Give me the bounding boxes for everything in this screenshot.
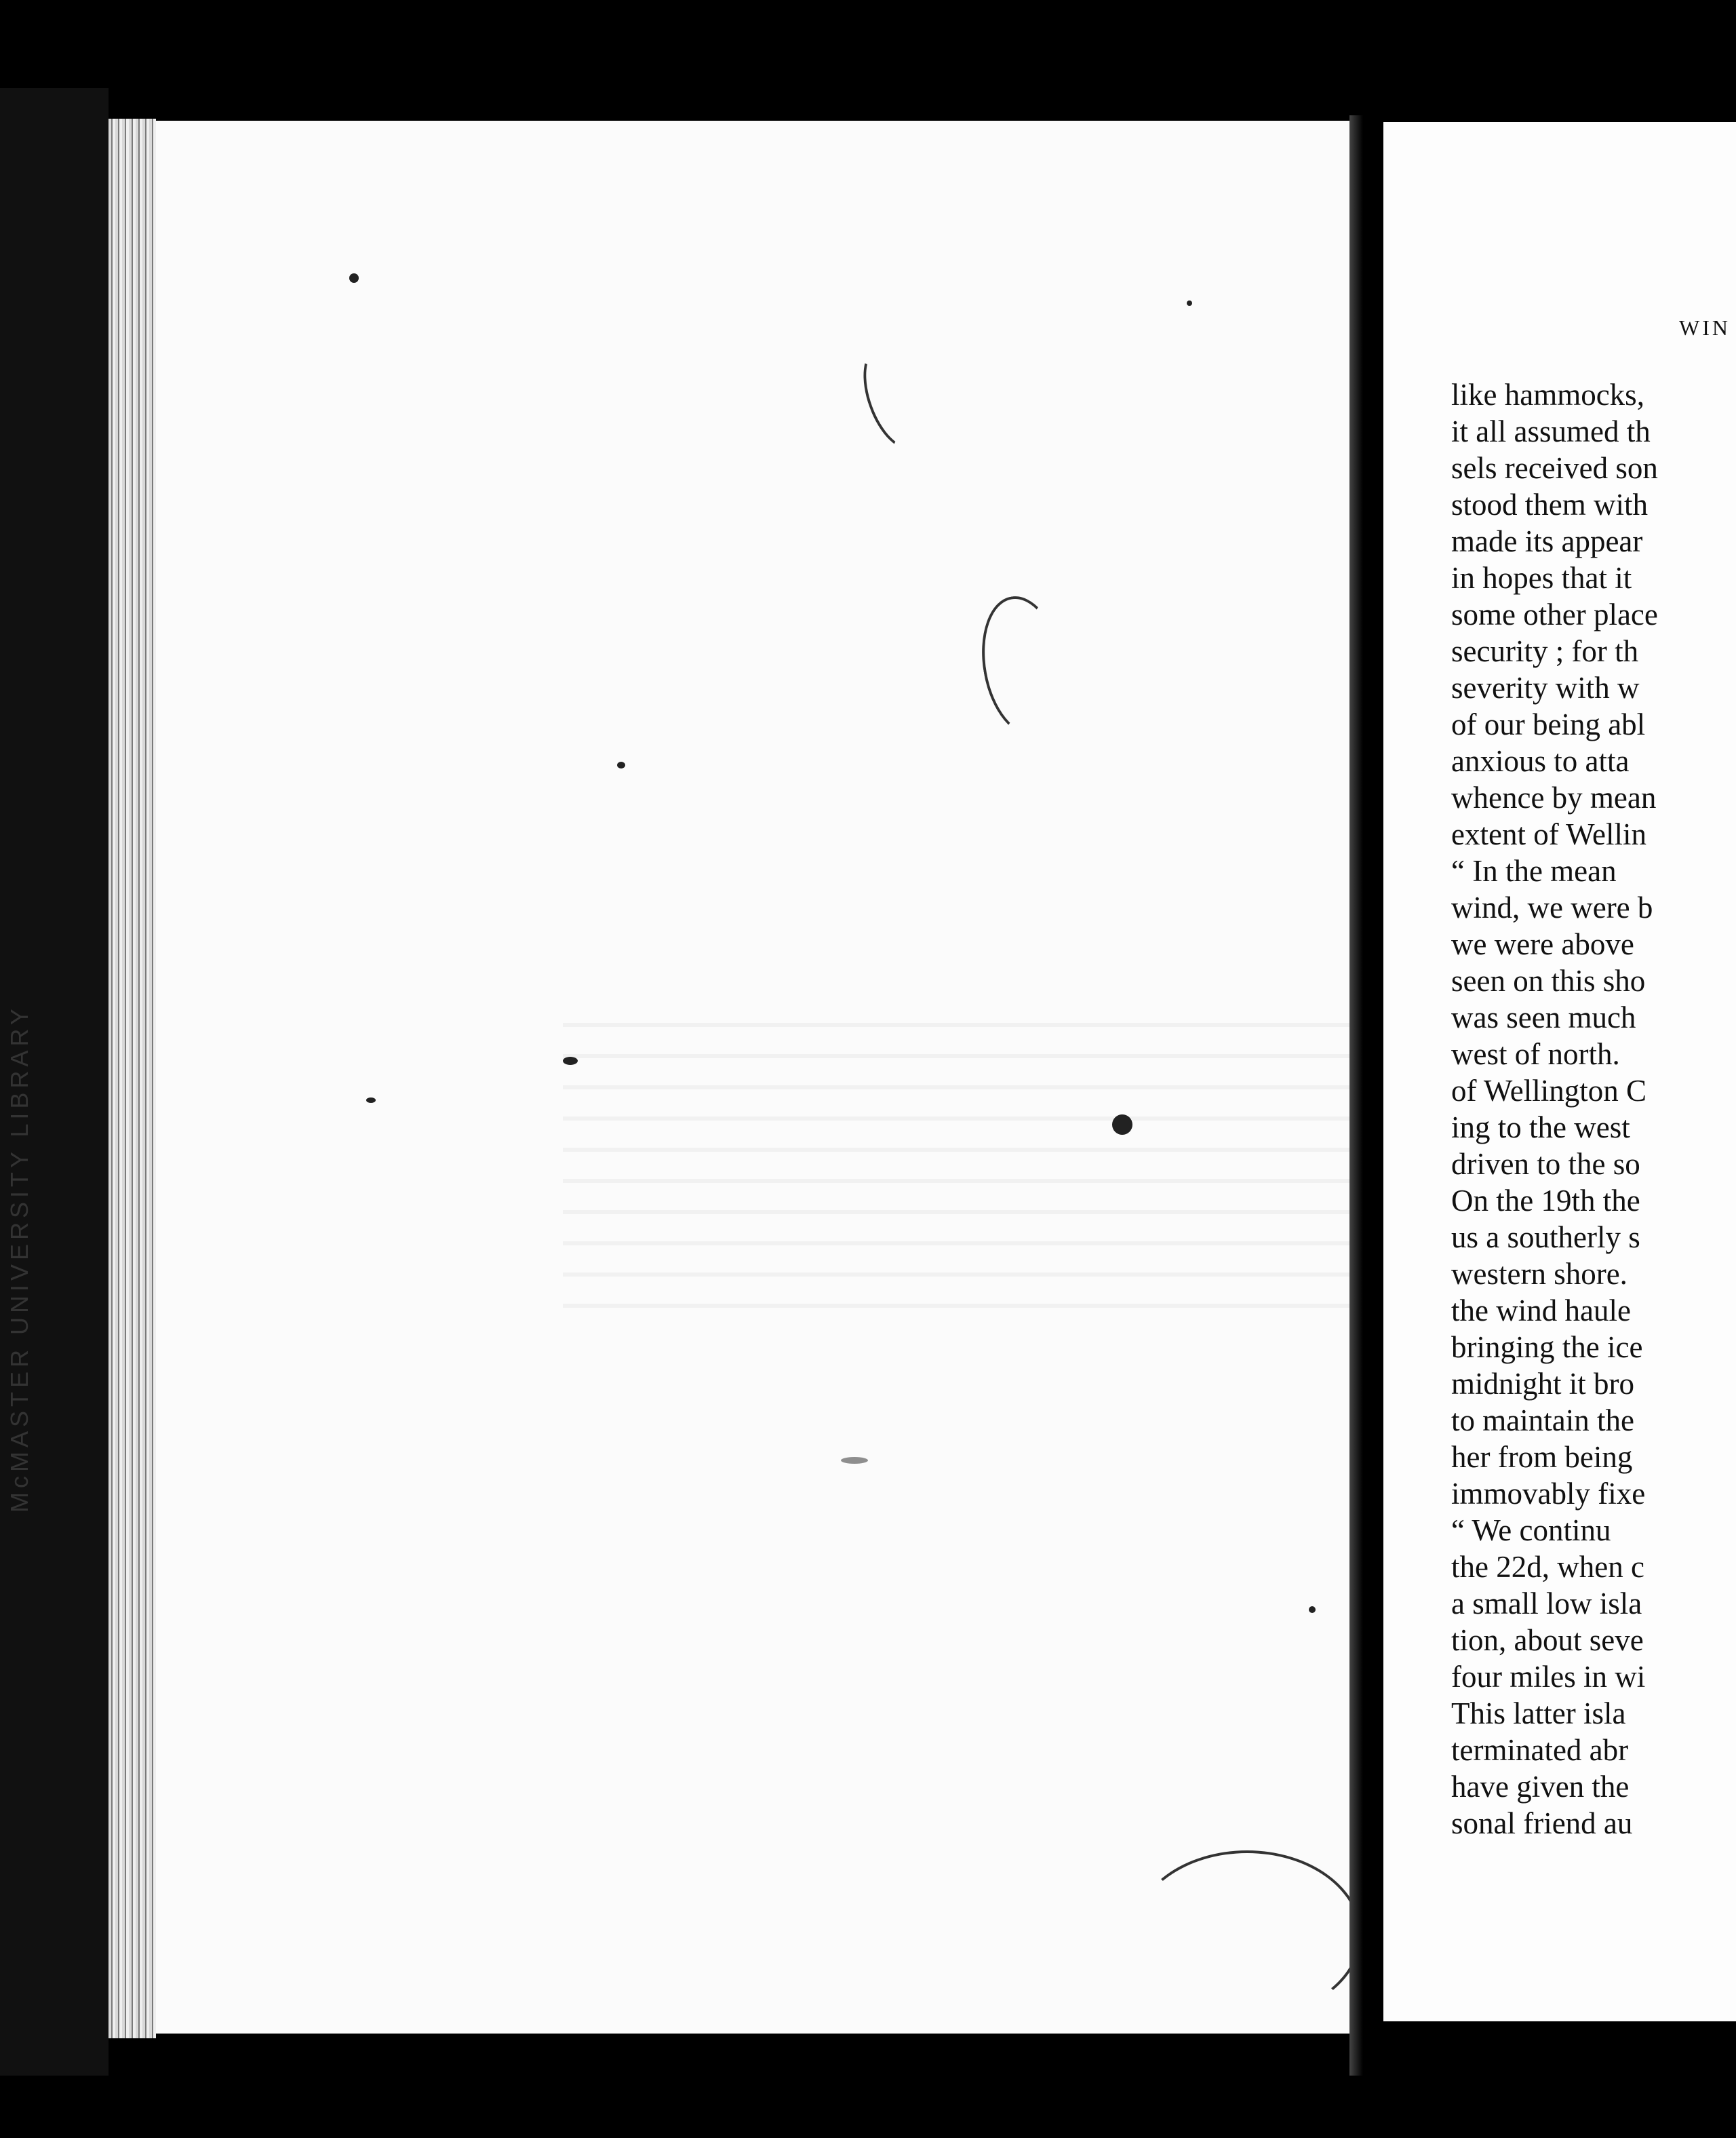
text-line: to maintain the	[1451, 1403, 1634, 1437]
text-line: extent of Wellin	[1451, 817, 1646, 851]
text-line: have given the	[1451, 1770, 1630, 1804]
book-gutter	[1349, 115, 1383, 2082]
speck	[563, 1057, 578, 1065]
book-spine	[0, 88, 108, 2096]
text-line: bringing the ice	[1451, 1330, 1643, 1364]
speck	[617, 762, 625, 769]
text-line: security ; for th	[1451, 634, 1639, 668]
text-line: in hopes that it	[1451, 561, 1632, 595]
right-page-text	[1383, 122, 1736, 2021]
speck	[1187, 300, 1192, 306]
text-line: stood them with	[1451, 488, 1648, 522]
bleed-through	[563, 1023, 1377, 1308]
text-line: On the 19th the	[1451, 1184, 1640, 1218]
text-line: tion, about seve	[1451, 1623, 1644, 1657]
page-edges	[108, 119, 156, 2038]
text-line: of our being abl	[1451, 707, 1646, 741]
text-column	[1451, 376, 1736, 1842]
text-line: This latter isla	[1451, 1696, 1626, 1730]
speck	[1309, 1606, 1316, 1613]
text-line: a small low isla	[1451, 1587, 1642, 1620]
hair-fiber	[1132, 1850, 1362, 2019]
speck	[349, 273, 359, 283]
speck	[366, 1097, 376, 1103]
hair-fiber	[972, 589, 1075, 742]
text-line: her from being	[1451, 1440, 1633, 1474]
text-line: west of north.	[1451, 1037, 1620, 1071]
text-line: four miles in wi	[1451, 1660, 1646, 1694]
text-line: us a southerly s	[1451, 1220, 1640, 1254]
text-line: whence by mean	[1451, 781, 1657, 815]
text-line: it all assumed th	[1451, 414, 1651, 448]
left-page-blank	[156, 121, 1349, 2034]
text-line: anxious to atta	[1451, 744, 1630, 778]
text-line: some other place	[1451, 598, 1658, 631]
text-line: was seen much	[1451, 1000, 1636, 1034]
text-line: like hammocks,	[1451, 378, 1644, 412]
running-header: WIN	[1679, 315, 1731, 340]
text-line: we were above	[1451, 927, 1634, 961]
text-line: midnight it bro	[1451, 1367, 1634, 1401]
text-line: wind, we were b	[1451, 891, 1653, 925]
text-line: the wind haule	[1451, 1294, 1631, 1327]
text-line: immovably fixe	[1451, 1477, 1646, 1511]
top-black-margin	[0, 0, 1736, 88]
text-line: terminated abr	[1451, 1733, 1629, 1767]
library-stamp: McMASTER UNIVERSITY LIBRARY	[5, 1005, 33, 1513]
text-line: sels received son	[1451, 451, 1658, 485]
text-line: the 22d, when c	[1451, 1550, 1644, 1584]
speck	[1112, 1114, 1132, 1135]
speck	[841, 1457, 868, 1464]
text-line: driven to the so	[1451, 1147, 1640, 1181]
text-line: severity with w	[1451, 671, 1640, 705]
text-line: made its appear	[1451, 524, 1643, 558]
text-line: of Wellington C	[1451, 1074, 1647, 1108]
text-line: western shore.	[1451, 1257, 1628, 1291]
text-line: seen on this sho	[1451, 964, 1646, 998]
text-line: “ We continu	[1451, 1513, 1611, 1547]
hair-fiber	[851, 338, 937, 457]
bottom-black-margin	[0, 2076, 1736, 2138]
text-line: “ In the mean	[1451, 854, 1617, 888]
text-line: ing to the west	[1451, 1110, 1630, 1144]
text-line: sonal friend au	[1451, 1806, 1633, 1840]
